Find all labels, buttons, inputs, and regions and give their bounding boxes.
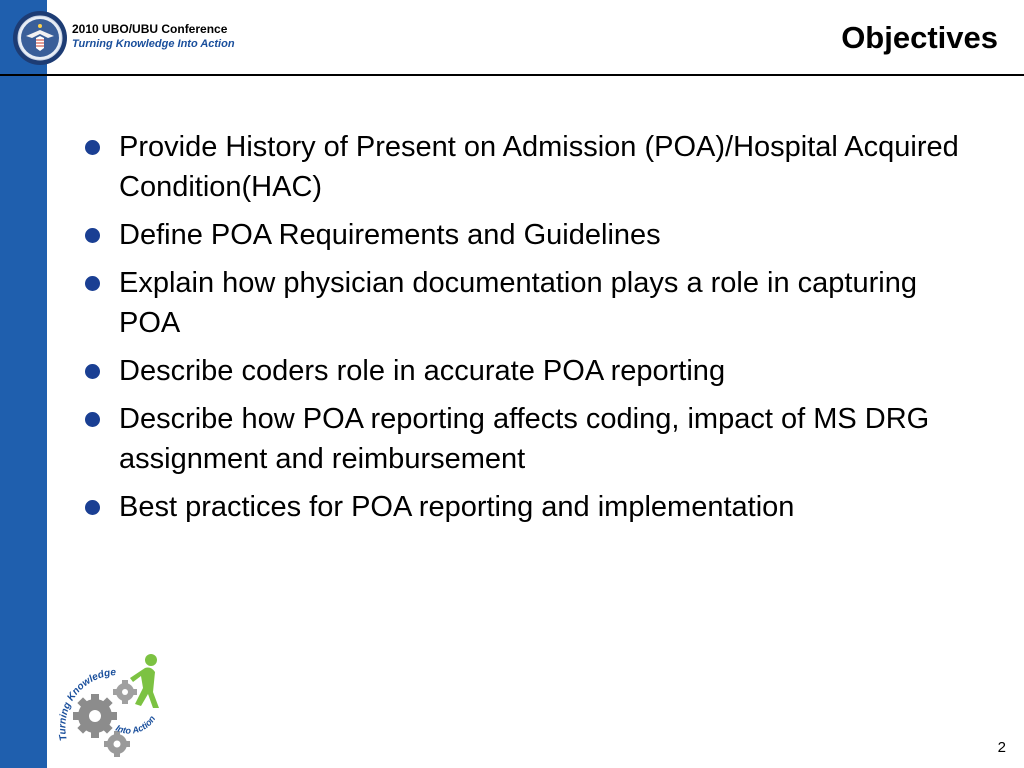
objectives-list (82, 127, 982, 535)
bullet-text: Define POA Requirements and Guidelines (119, 219, 661, 251)
logo-arc-text-2: Into Action (114, 713, 158, 736)
bullet-text: Describe coders role in accurate POA reporting (119, 355, 726, 387)
logo-arc-text-1: Turning Knowledge (57, 667, 117, 742)
slide-title: Objectives (841, 20, 998, 55)
conference-header (72, 22, 235, 52)
list-item (82, 263, 982, 343)
bullet-dot-icon (85, 500, 100, 515)
svg-text:Into Action (114, 713, 158, 735)
bullet-text: Explain how physician documentation plays a role in capturing POA (119, 267, 917, 339)
conference-subtitle: Turning Knowledge Into Action (72, 38, 235, 50)
list-item (82, 351, 982, 391)
bullet-dot-icon (85, 276, 100, 291)
bullet-dot-icon (85, 228, 100, 243)
page-number: 2 (997, 739, 1006, 756)
list-item (82, 487, 982, 527)
header-divider (0, 74, 1024, 76)
bullet-text: Provide History of Present on Admission (POA)/Hospital Acquired Condition(HAC) (119, 131, 959, 203)
bullet-dot-icon (85, 140, 100, 155)
list-item (82, 399, 982, 479)
bullet-text: Best practices for POA reporting and implementation (119, 491, 795, 523)
gears-logo-icon (55, 648, 180, 763)
left-sidebar-bar (0, 0, 47, 768)
list-item (82, 127, 982, 207)
conference-title: 2010 UBO/UBU Conference (72, 22, 228, 36)
dod-seal-icon (12, 10, 68, 66)
bullet-dot-icon (85, 412, 100, 427)
bullet-text: Describe how POA reporting affects coding, impact of MS DRG assignment and reimbursement (119, 403, 930, 475)
list-item (82, 215, 982, 255)
bullet-dot-icon (85, 364, 100, 379)
